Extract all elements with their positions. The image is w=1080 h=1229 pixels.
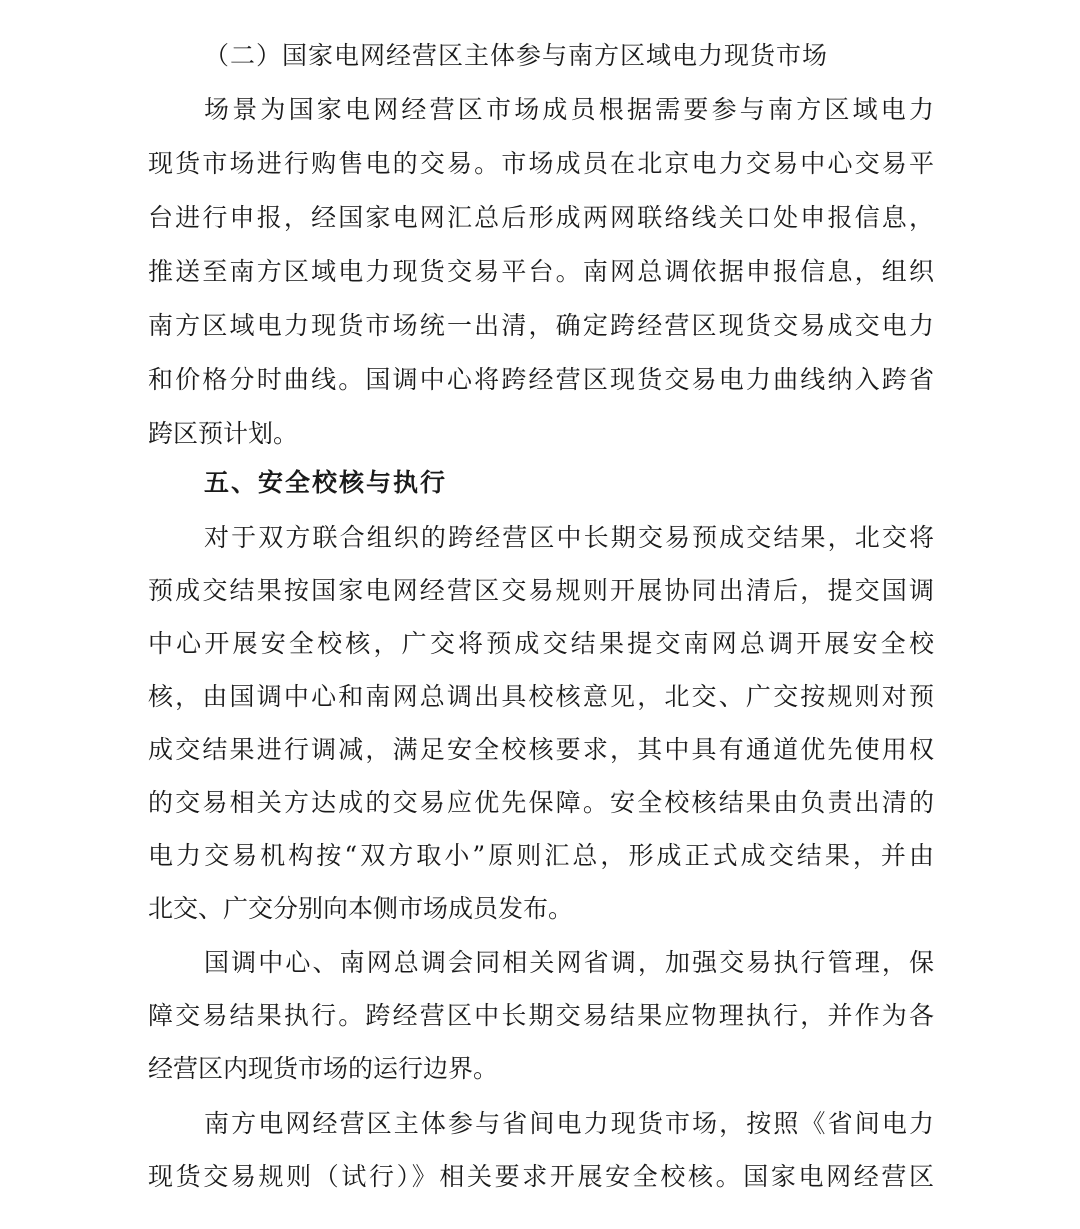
- paragraph-line: 中心开展安全校核，广交将预成交结果提交南网总调开展安全校: [148, 629, 934, 658]
- paragraph-line: 经营区内现货市场的运行边界。: [148, 1054, 499, 1083]
- paragraph-line: 预成交结果按国家电网经营区交易规则开展协同出清后，提交国调: [148, 576, 934, 605]
- paragraph-line: 跨区预计划。: [148, 419, 299, 448]
- paragraph-line: 国调中心、南网总调会同相关网省调，加强交易执行管理，保: [204, 948, 934, 977]
- paragraph-line: 对于双方联合组织的跨经营区中长期交易预成交结果，北交将: [204, 523, 934, 552]
- paragraph-line: 南方区域电力现货市场统一出清，确定跨经营区现货交易成交电力: [148, 311, 934, 340]
- paragraph-line: 和价格分时曲线。国调中心将跨经营区现货交易电力曲线纳入跨省: [148, 365, 934, 394]
- paragraph-line: 台进行申报，经国家电网汇总后形成两网联络线关口处申报信息，: [148, 203, 934, 232]
- subsection-heading: （二）国家电网经营区主体参与南方区域电力现货市场: [204, 41, 829, 70]
- paragraph-line: 现货市场进行购售电的交易。市场成员在北京电力交易中心交易平: [148, 149, 934, 178]
- paragraph-line: 北交、广交分别向本侧市场成员发布。: [148, 894, 574, 923]
- paragraph-line: 电力交易机构按“双方取小”原则汇总，形成正式成交结果，并由: [148, 841, 934, 870]
- paragraph-line: 场景为国家电网经营区市场成员根据需要参与南方区域电力: [204, 95, 934, 124]
- paragraph-line: 推送至南方区域电力现货交易平台。南网总调依据申报信息，组织: [148, 257, 934, 286]
- paragraph-line: 南方电网经营区主体参与省间电力现货市场，按照《省间电力: [204, 1109, 934, 1138]
- paragraph-line: 核，由国调中心和南网总调出具校核意见，北交、广交按规则对预: [148, 682, 934, 711]
- paragraph-line: 的交易相关方达成的交易应优先保障。安全校核结果由负责出清的: [148, 788, 934, 817]
- section-heading: 五、安全校核与执行: [204, 468, 448, 497]
- paragraph-line: 现货交易规则（试行）》相关要求开展安全校核。国家电网经营区: [148, 1162, 934, 1191]
- paragraph-line: 障交易结果执行。跨经营区中长期交易结果应物理执行，并作为各: [148, 1001, 934, 1030]
- paragraph-line: 成交结果进行调减，满足安全校核要求，其中具有通道优先使用权: [148, 735, 934, 764]
